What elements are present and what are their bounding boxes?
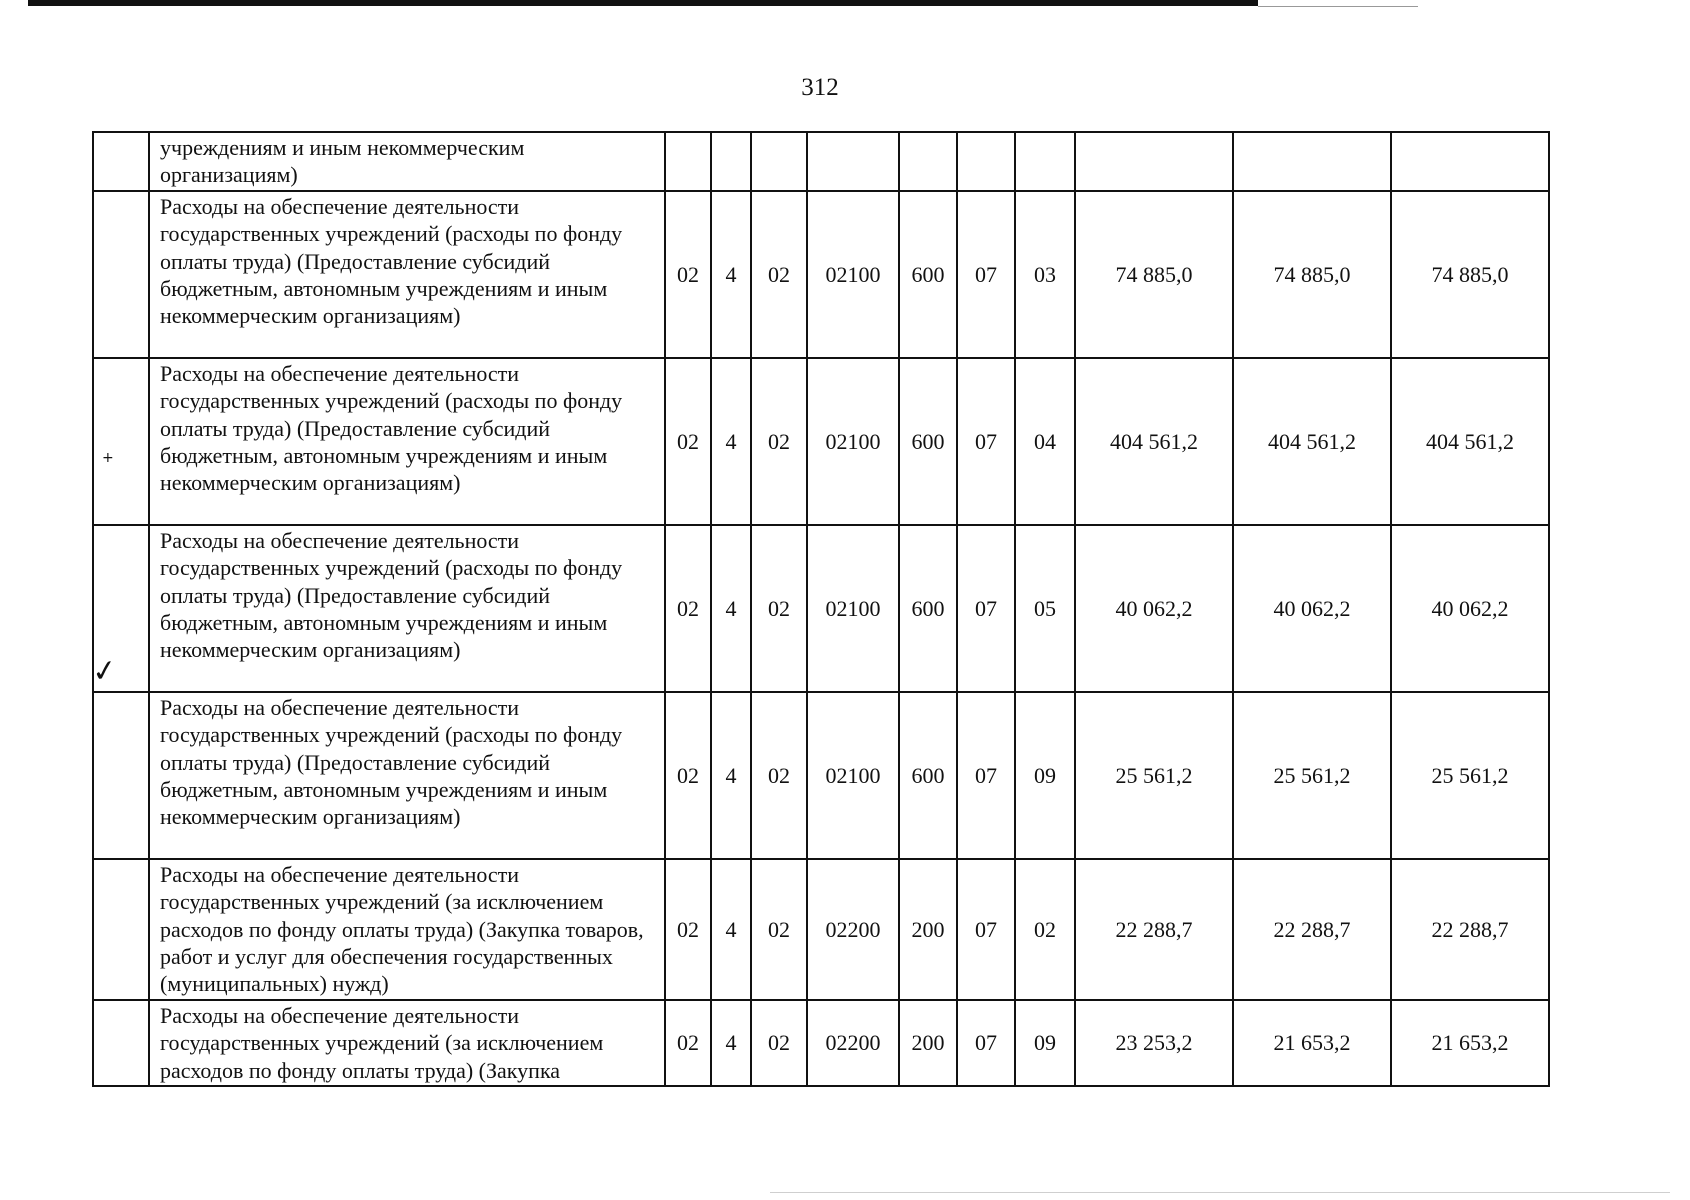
code-subsection: 09 — [1015, 1000, 1075, 1086]
table-row — [93, 692, 1549, 859]
row-description: Расходы на обеспечение деятельности государственных учреждений (за исключением расходов по фонду оплаты труда) (Закупка товаров, работ и услуг для обеспечения государственных (муниципальных) нужд) — [149, 859, 665, 1000]
amount-year-3: 21 653,2 — [1391, 1000, 1549, 1086]
code-ministry: 02 — [665, 358, 711, 525]
code-ministry: 02 — [665, 859, 711, 1000]
amount-year-2: 25 561,2 — [1233, 692, 1391, 859]
top-faint-rule — [1258, 6, 1418, 7]
amount-year-1: 25 561,2 — [1075, 692, 1233, 859]
code-program: 4 — [711, 692, 751, 859]
code-direction: 02100 — [807, 692, 899, 859]
code-subsection: 04 — [1015, 358, 1075, 525]
row-description: Расходы на обеспечение деятельности государственных учреждений (расходы по фонду оплаты труда) (Предоставление субсидий бюджетным, автономным учреждениям и иным некоммерческим организациям) — [149, 525, 665, 692]
amount-year-3: 22 288,7 — [1391, 859, 1549, 1000]
code-subprogram: 02 — [751, 692, 807, 859]
table-row — [93, 358, 1549, 525]
table-row — [93, 132, 1549, 191]
code-subsection: 05 — [1015, 525, 1075, 692]
row-description: учреждениям и иным некоммерческим организациям) — [149, 132, 665, 191]
code-expense-type: 600 — [899, 191, 957, 358]
code-direction: 02100 — [807, 191, 899, 358]
row-description: Расходы на обеспечение деятельности государственных учреждений (за исключением расходов по фонду оплаты труда) (Закупка — [149, 1000, 665, 1086]
code-subsection: 02 — [1015, 859, 1075, 1000]
code-direction: 02200 — [807, 859, 899, 1000]
code-section: 07 — [957, 358, 1015, 525]
row-marker-cell — [93, 859, 149, 1000]
code-subsection — [1015, 132, 1075, 191]
amount-year-3: 25 561,2 — [1391, 692, 1549, 859]
row-marker-cell — [93, 191, 149, 358]
amount-year-1: 404 561,2 — [1075, 358, 1233, 525]
amount-year-1 — [1075, 132, 1233, 191]
code-program: 4 — [711, 358, 751, 525]
amount-year-1: 40 062,2 — [1075, 525, 1233, 692]
code-expense-type: 600 — [899, 525, 957, 692]
code-direction — [807, 132, 899, 191]
amount-year-2: 21 653,2 — [1233, 1000, 1391, 1086]
amount-year-3: 40 062,2 — [1391, 525, 1549, 692]
code-expense-type — [899, 132, 957, 191]
code-direction: 02200 — [807, 1000, 899, 1086]
table-row — [93, 1000, 1549, 1086]
amount-year-1: 22 288,7 — [1075, 859, 1233, 1000]
code-subprogram: 02 — [751, 1000, 807, 1086]
page-number: 312 — [801, 74, 839, 101]
code-subprogram: 02 — [751, 859, 807, 1000]
row-description: Расходы на обеспечение деятельности государственных учреждений (расходы по фонду оплаты труда) (Предоставление субсидий бюджетным, автономным учреждениям и иным некоммерческим организациям) — [149, 692, 665, 859]
code-subsection: 09 — [1015, 692, 1075, 859]
code-ministry: 02 — [665, 692, 711, 859]
code-program: 4 — [711, 525, 751, 692]
code-subprogram: 02 — [751, 191, 807, 358]
check-mark-icon: ✓ — [89, 652, 120, 691]
code-ministry — [665, 132, 711, 191]
row-description: Расходы на обеспечение деятельности государственных учреждений (расходы по фонду оплаты труда) (Предоставление субсидий бюджетным, автономным учреждениям и иным некоммерческим организациям) — [149, 191, 665, 358]
amount-year-2: 74 885,0 — [1233, 191, 1391, 358]
code-section: 07 — [957, 525, 1015, 692]
plus-mark-icon: + — [102, 449, 114, 466]
code-ministry: 02 — [665, 191, 711, 358]
top-border-rule — [28, 0, 1258, 6]
code-section — [957, 132, 1015, 191]
row-description: Расходы на обеспечение деятельности государственных учреждений (расходы по фонду оплаты труда) (Предоставление субсидий бюджетным, автономным учреждениям и иным некоммерческим организациям) — [149, 358, 665, 525]
code-ministry: 02 — [665, 525, 711, 692]
amount-year-3: 404 561,2 — [1391, 358, 1549, 525]
code-program: 4 — [711, 191, 751, 358]
code-subprogram — [751, 132, 807, 191]
code-expense-type: 600 — [899, 692, 957, 859]
amount-year-1: 74 885,0 — [1075, 191, 1233, 358]
code-section: 07 — [957, 859, 1015, 1000]
code-direction: 02100 — [807, 358, 899, 525]
code-section: 07 — [957, 191, 1015, 358]
amount-year-3 — [1391, 132, 1549, 191]
budget-table — [89, 131, 1550, 1087]
amount-year-2: 40 062,2 — [1233, 525, 1391, 692]
code-program — [711, 132, 751, 191]
code-expense-type: 200 — [899, 1000, 957, 1086]
table-row — [93, 525, 1549, 692]
row-marker-cell — [93, 358, 149, 525]
row-marker-cell — [93, 132, 149, 191]
amount-year-3: 74 885,0 — [1391, 191, 1549, 358]
row-marker-cell — [93, 692, 149, 859]
table-row — [93, 859, 1549, 1000]
code-section: 07 — [957, 1000, 1015, 1086]
bottom-faint-rule — [770, 1192, 1670, 1193]
code-program: 4 — [711, 1000, 751, 1086]
amount-year-2: 404 561,2 — [1233, 358, 1391, 525]
code-ministry: 02 — [665, 1000, 711, 1086]
code-expense-type: 200 — [899, 859, 957, 1000]
amount-year-2 — [1233, 132, 1391, 191]
code-subsection: 03 — [1015, 191, 1075, 358]
amount-year-2: 22 288,7 — [1233, 859, 1391, 1000]
code-expense-type: 600 — [899, 358, 957, 525]
row-marker-cell — [93, 1000, 149, 1086]
row-marker-cell — [89, 525, 149, 692]
code-program: 4 — [711, 859, 751, 1000]
code-subprogram: 02 — [751, 525, 807, 692]
code-section: 07 — [957, 692, 1015, 859]
amount-year-1: 23 253,2 — [1075, 1000, 1233, 1086]
code-direction: 02100 — [807, 525, 899, 692]
table-row — [93, 191, 1549, 358]
code-subprogram: 02 — [751, 358, 807, 525]
